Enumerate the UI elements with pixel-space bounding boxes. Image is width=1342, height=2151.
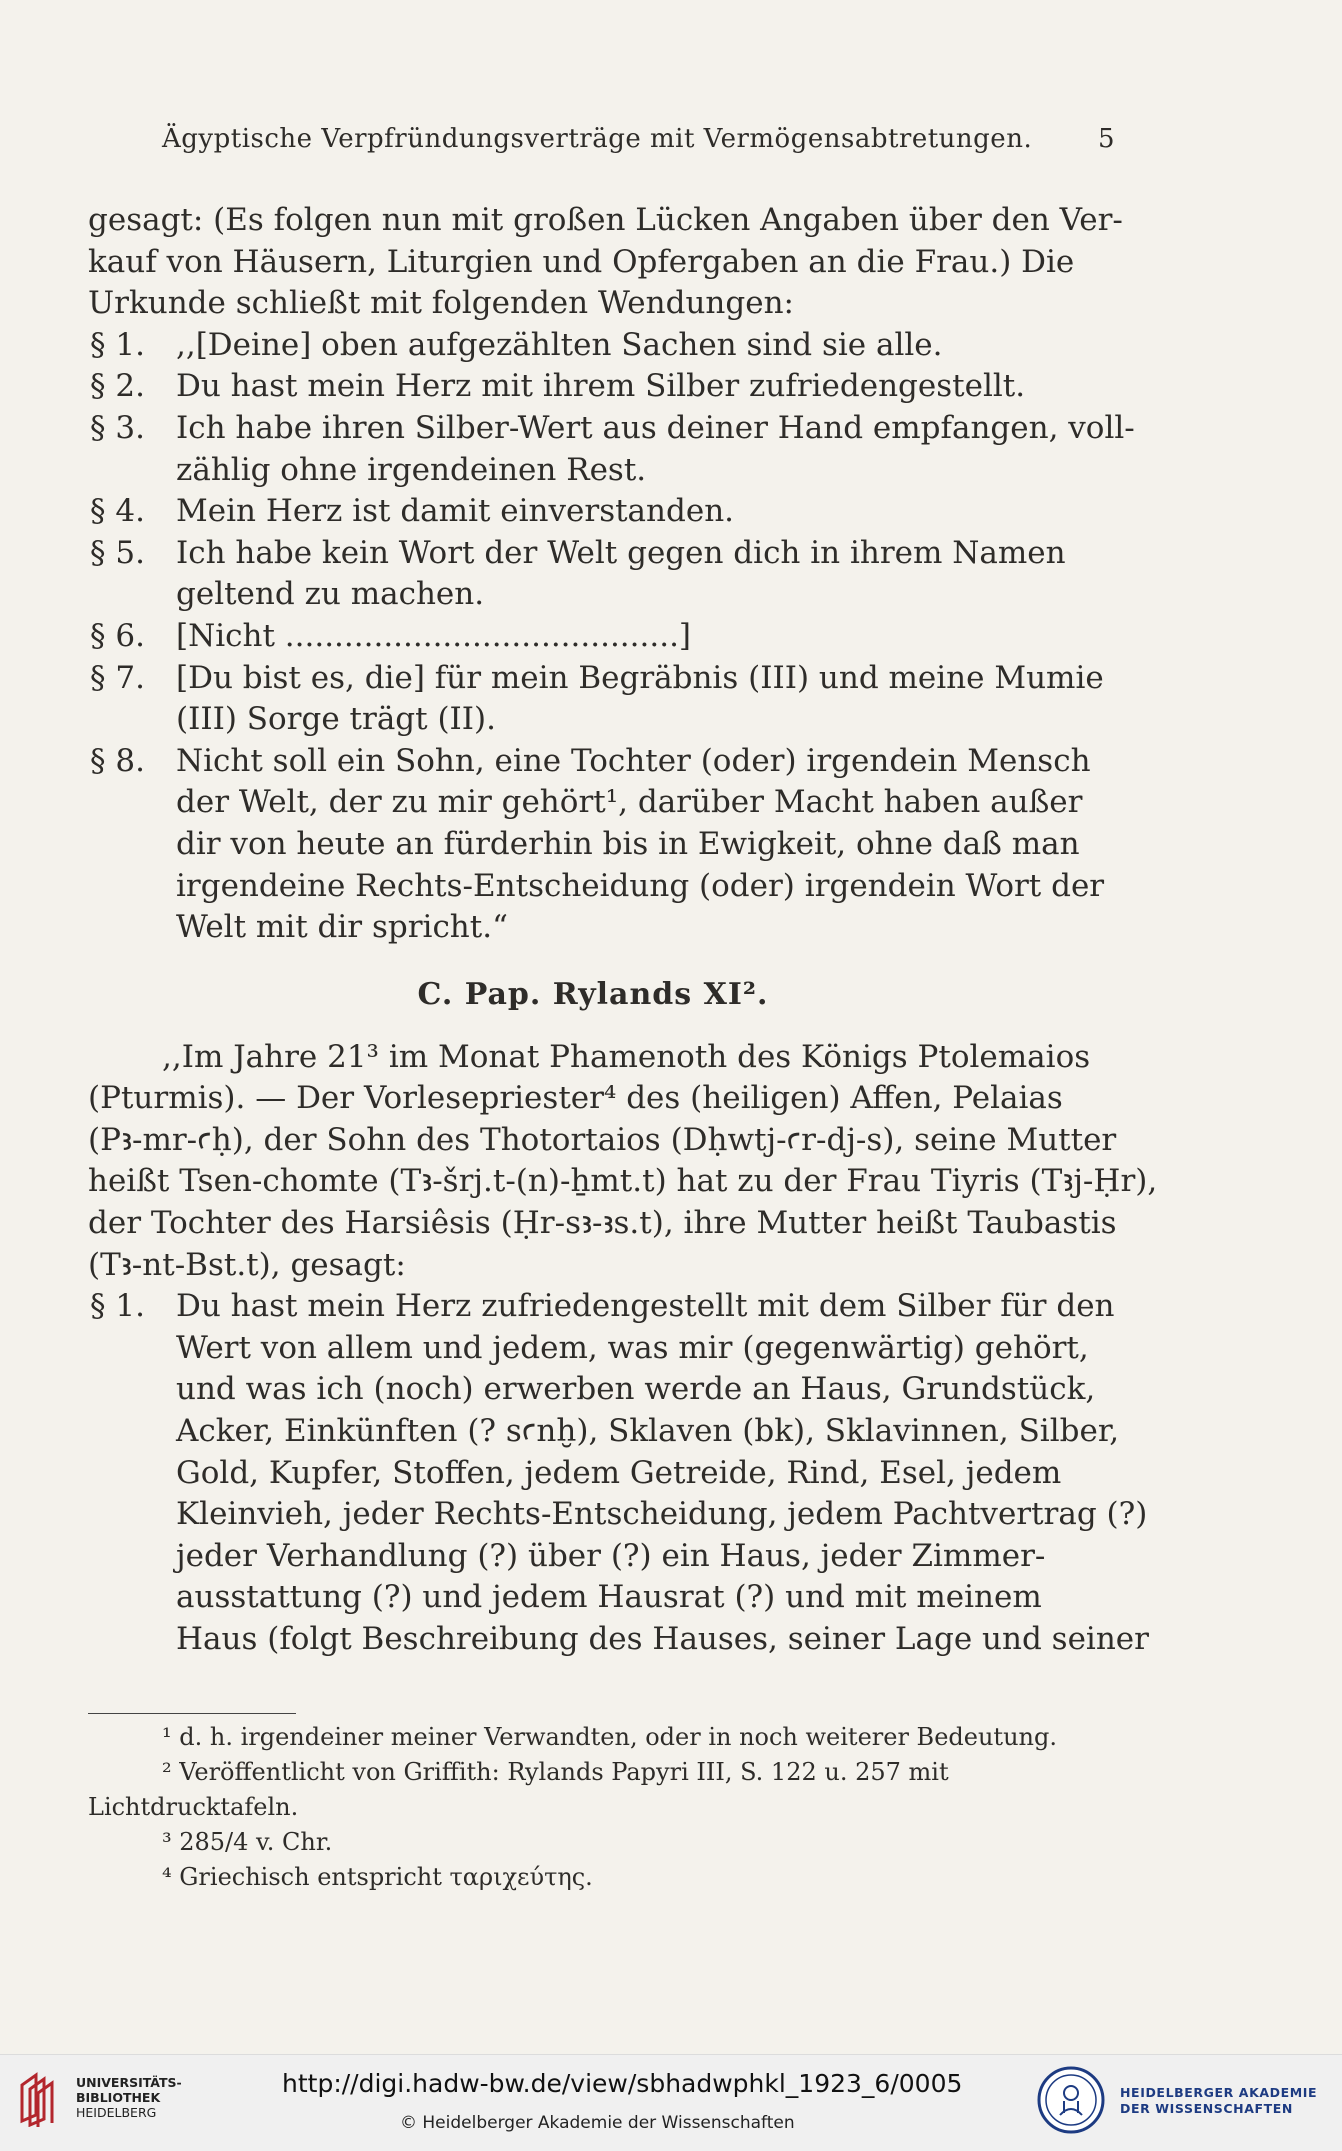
text-line: [Du bist es, die] für mein Begräbnis (III) und meine Mumie (176, 659, 1104, 696)
intro-paragraph (88, 200, 1123, 325)
library-line: HEIDELBERG (76, 2105, 157, 2120)
page-number: 5 (1097, 124, 1115, 154)
text-line: (Pturmis). — Der Vorlesepriester⁴ des (heiligen) Affen, Pelaias (88, 1080, 1063, 1117)
text-line: [Nicht ........................................] (176, 617, 692, 654)
footnotes (88, 1720, 1098, 1895)
footnote-rule (88, 1713, 296, 1714)
running-title: Ägyptische Verpfründungsverträge mit Vermögensabtretungen. (162, 124, 1033, 154)
text-line: (III) Sorge trägt (II). (176, 701, 496, 738)
numbered-section (88, 1286, 1149, 1660)
section-text (176, 325, 1098, 367)
numbered-section (88, 491, 1098, 533)
section-text (176, 533, 1098, 616)
sections-c (88, 1286, 1149, 1660)
academy-name (1120, 2085, 1317, 2117)
text-line: ,,Im Jahre 21³ im Monat Phamenoth des Königs Ptolemaios (162, 1038, 1091, 1075)
library-name (76, 2075, 182, 2120)
section-text (176, 1286, 1149, 1660)
section-number: § 1. (90, 326, 145, 363)
numbered-section (88, 325, 1098, 367)
text-line: gesagt: (Es folgen nun mit großen Lücken Angaben über den Ver- (88, 202, 1123, 238)
text-line: Gold, Kupfer, Stoffen, jedem Getreide, Rind, Esel, jedem (176, 1454, 1062, 1491)
text-line: Du hast mein Herz mit ihrem Silber zufriedengestellt. (176, 368, 1026, 405)
section-number: § 8. (90, 742, 145, 779)
text-line: Haus (folgt Beschreibung des Hauses, seiner Lage und seiner (176, 1621, 1149, 1657)
text-line: jeder Verhandlung (?) über (?) ein Haus, jeder Zimmer- (176, 1537, 1046, 1574)
text-line: (Tꜣ-nt-Bst.t), gesagt: (88, 1246, 406, 1283)
text-line: und was ich (noch) erwerben werde an Haus, Grundstück, (176, 1371, 1096, 1408)
text-line: Nicht soll ein Sohn, eine Tochter (oder) irgendein Mensch (176, 742, 1091, 779)
text-line: Welt mit dir spricht.“ (176, 909, 508, 946)
text-line: dir von heute an fürderhin bis in Ewigkeit, ohne daß man (176, 825, 1080, 862)
numbered-section (88, 741, 1105, 949)
text-line: Urkunde schließt mit folgenden Wendungen: (88, 285, 794, 322)
text-line: zählig ohne irgendeinen Rest. (176, 451, 647, 488)
section-number: § 1. (90, 1288, 145, 1325)
text-line: der Welt, der zu mir gehört¹, darüber Macht haben außer (176, 784, 1083, 821)
text-line: (Pꜣ-mr-ꜥḥ), der Sohn des Thotortaios (Dḥwtj-ꜥr-dj-s), seine Mutter (88, 1121, 1117, 1158)
footnote-continuation: Lichtdrucktafeln. (88, 1793, 299, 1821)
text-line: irgendeine Rechts-Entscheidung (oder) irgendein Wort der (176, 867, 1105, 904)
section-text (176, 408, 1135, 491)
numbered-section (88, 616, 1098, 658)
text-line: der Tochter des Harsiêsis (Ḥr-sꜣ-ꜣs.t), ihre Mutter heißt Taubastis (88, 1205, 1117, 1242)
running-head (160, 124, 1115, 164)
numbered-section (88, 408, 1135, 491)
permalink-link[interactable]: http://digi.hadw-bw.de/view/sbhadwphkl_1923_6/0005 (282, 2069, 963, 2098)
c-intro-paragraph (88, 1037, 1158, 1287)
section-number: § 7. (90, 659, 145, 696)
text-line: Du hast mein Herz zufriedengestellt mit dem Silber für den (176, 1288, 1115, 1325)
footnote: ³ 285/4 v. Chr. (162, 1828, 333, 1856)
academy-line: HEIDELBERGER AKADEMIE (1120, 2085, 1318, 2100)
section-text (176, 616, 1098, 658)
text-line: ausstattung (?) und jedem Hausrat (?) und mit meinem (176, 1579, 1042, 1616)
text-line: geltend zu machen. (176, 576, 485, 613)
library-line: BIBLIOTHEK (76, 2090, 161, 2105)
academy-seal-icon (1036, 2065, 1106, 2135)
section-text (176, 491, 1098, 533)
text-line: heißt Tsen-chomte (Tꜣ-šrj.t-(n)-ẖmt.t) hat zu der Frau Tiyris (Tꜣj-Ḥr), (88, 1163, 1158, 1200)
section-text (176, 741, 1105, 949)
numbered-section (88, 533, 1098, 616)
section-heading: C. Pap. Rylands XI². (417, 976, 769, 1012)
university-library-logo-icon (16, 2071, 58, 2127)
text-line: Acker, Einkünften (? sꜥnḫ), Sklaven (bk), Sklavinnen, Silber, (176, 1413, 1120, 1450)
section-number: § 5. (90, 534, 145, 571)
section-text (176, 366, 1098, 408)
body-text (88, 200, 1158, 1661)
copyright-text: © Heidelberger Akademie der Wissenschaften (400, 2113, 795, 2133)
text-line: Wert von allem und jedem, was mir (gegenwärtig) gehört, (176, 1329, 1089, 1366)
text-line: Ich habe kein Wort der Welt gegen dich in ihrem Namen (176, 534, 1066, 571)
numbered-section (88, 658, 1104, 741)
numbered-section (88, 366, 1098, 408)
library-line: UNIVERSITÄTS- (76, 2075, 182, 2090)
section-number: § 2. (90, 368, 145, 405)
footnote: ² Veröffentlicht von Griffith: Rylands Papyri III, S. 122 u. 257 mit (162, 1758, 949, 1786)
section-text (176, 658, 1104, 741)
text-line: Ich habe ihren Silber-Wert aus deiner Hand empfangen, voll- (176, 409, 1135, 446)
section-number: § 3. (90, 409, 145, 446)
footnote: ¹ d. h. irgendeiner meiner Verwandten, oder in noch weiterer Bedeutung. (162, 1723, 1057, 1751)
section-number: § 6. (90, 617, 145, 654)
text-line: Kleinvieh, jeder Rechts-Entscheidung, jedem Pachtvertrag (?) (176, 1496, 1148, 1533)
text-line: Mein Herz ist damit einverstanden. (176, 493, 735, 530)
sections-b (88, 325, 1135, 949)
section-number: § 4. (90, 493, 145, 530)
viewer-footer (0, 2054, 1342, 2151)
academy-line: DER WISSENSCHAFTEN (1120, 2101, 1293, 2116)
text-line: kauf von Häusern, Liturgien und Opfergaben an die Frau.) Die (88, 243, 1075, 280)
text-line: ,,[Deine] oben aufgezählten Sachen sind sie alle. (176, 326, 943, 363)
footnote: ⁴ Griechisch entspricht ταριχεύτης. (162, 1863, 593, 1891)
